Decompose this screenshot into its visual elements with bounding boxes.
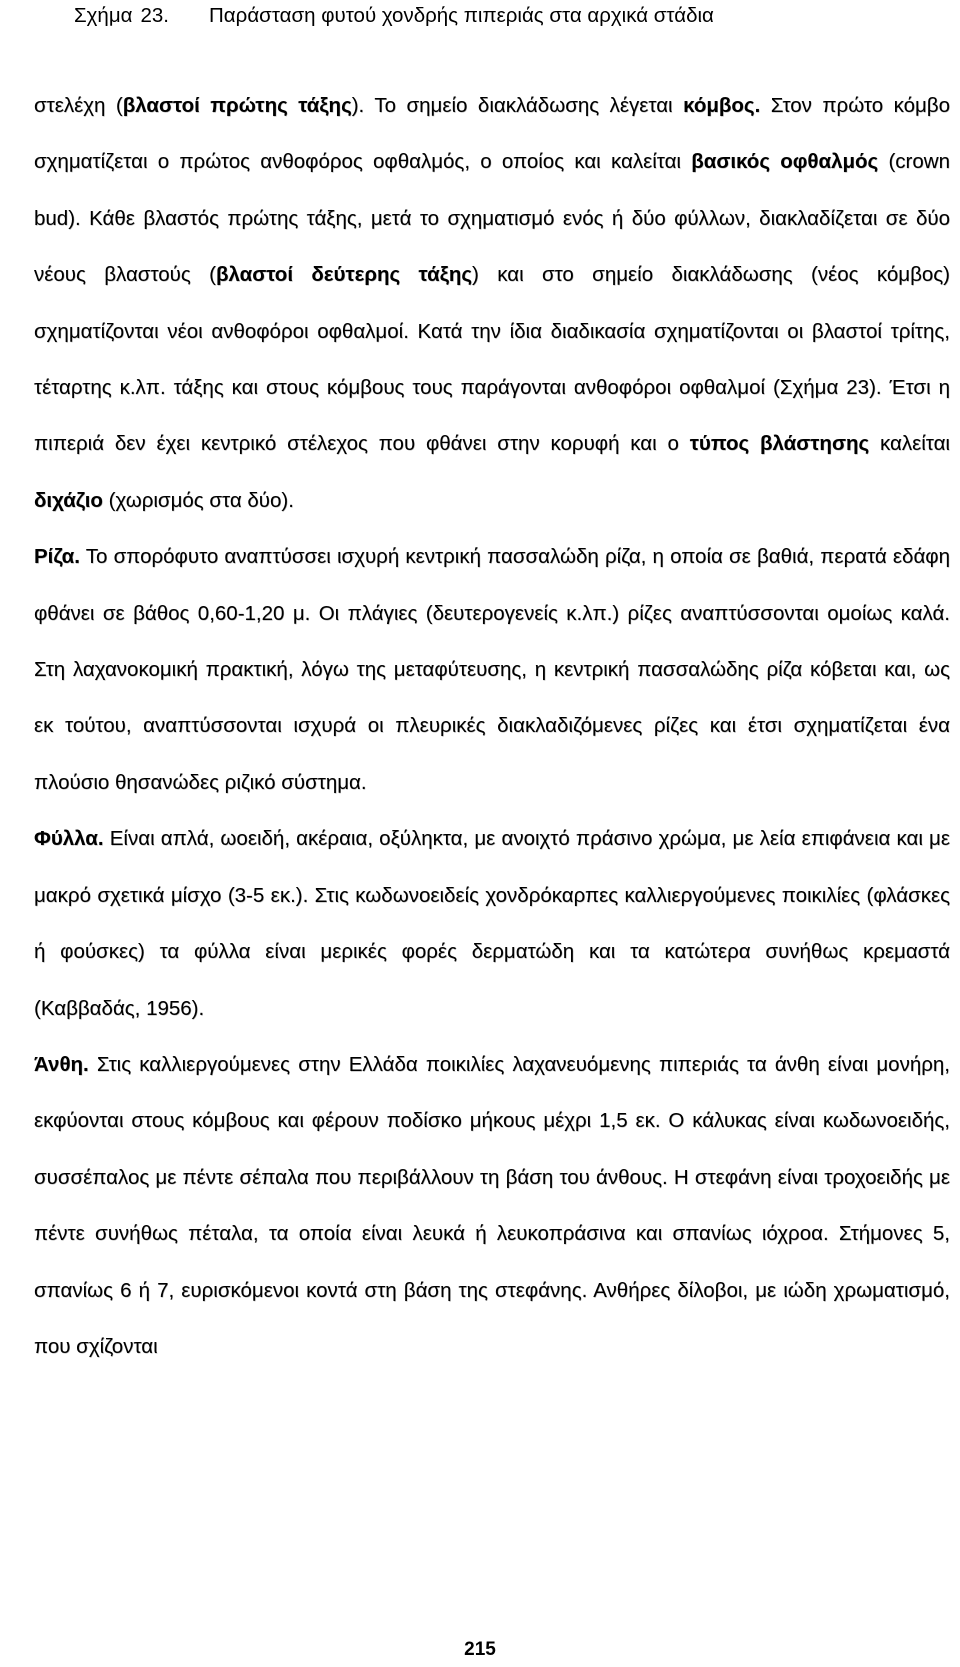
text-run: στελέχη ( [34, 94, 123, 117]
paragraph-flowers [34, 1037, 950, 1375]
figure-number: 23. [140, 4, 169, 27]
figure-caption-text: Παράσταση φυτού χονδρής πιπεριάς στα αρχικά στάδια [209, 4, 714, 27]
paragraph-leaves [34, 811, 950, 1037]
page-number: 215 [464, 1639, 496, 1660]
text-run: ) και στο σημείο διακλάδωσης (νέος κόμβος) σχηματίζονται νέοι ανθοφόροι οφθαλμοί. Κατά την ίδια διαδικασία σχηματίζονται οι βλαστοί τρίτης, τέταρτης κ.λπ. τάξης και στους κόμβους τους παράγονται ανθοφόροι οφθαλμοί (Σχήμα 23). Έτσι η πιπεριά δεν έχει κεντρικό στέλεχος που φθάνει στην κορυφή και ο [34, 263, 950, 456]
bold-term: βλαστοί πρώτης τάξης [122, 94, 352, 117]
bold-term: τύπος βλάστησης [689, 432, 870, 456]
bold-term: βλαστοί δεύτερης τάξης [215, 263, 473, 287]
section-heading: Άνθη. [34, 1052, 89, 1076]
section-heading: Ρίζα. [34, 545, 80, 569]
body-text [34, 78, 950, 1375]
text-run: Στις καλλιεργούμενες στην Ελλάδα ποικιλίες λαχανευόμενης πιπεριάς τα άνθη είναι μονήρη, εκφύονται στους κόμβους και φέρουν ποδίσκο μήκους μέχρι 1,5 εκ. Ο κάλυκας είναι κωδωνοειδής, συσσέπαλος με πέντε σέπαλα που περιβάλλουν τη βάση του άνθους. Η στεφάνη είναι τροχοειδής με πέντε συνήθως πέταλα, τα οποία είναι λευκά ή λευκοπράσινα και σπανίως ιόχροα. Στήμονες 5, σπανίως 6 ή 7, ευρισκόμενοι κοντά στη βάση της στεφάνης. Ανθήρες δίλοβοι, με ιώδη χρωματισμό, που σχίζονται [34, 1052, 950, 1358]
text-run: Είναι απλά, ωοειδή, ακέραια, οξύληκτα, με ανοιχτό πράσινο χρώμα, με λεία επιφάνεια και με μακρό σχετικά μίσχο (3-5 εκ.). Στις κωδωνοειδείς χονδρόκαρπες καλλιεργούμενες ποικιλίες (φλάσκες ή φούσκες) τα φύλλα είναι μερικές φορές δερματώδη και τα κατώτερα συνήθως κρεμαστά (Καββαδάς, 1956). [34, 827, 950, 1020]
text-run: Το σπορόφυτο αναπτύσσει ισχυρή κεντρική πασσαλώδη ρίζα, η οποία σε βαθιά, περατά εδάφη φθάνει σε βάθος 0,60-1,20 μ. Οι πλάγιες (δευτερογενείς κ.λπ.) ρίζες αναπτύσσονται ομοίως καλά. Στη λαχανοκομική πρακτική, λόγω της μεταφύτευσης, η κεντρική πασσαλώδης ρίζα κόβεται και, ως εκ τούτου, αναπτύσσονται ισχυρά οι πλευρικές διακλαδιζόμενες ρίζες και έτσι σχηματίζεται ένα πλούσιο θησανώδες ριζικό σύστημα. [34, 545, 950, 794]
text-run: Στον πρώτο κόμβο σχηματίζεται ο πρώτος ανθοφόρος οφθαλμός, ο οποίος και καλείται [34, 94, 950, 174]
text-run: (crown bud). Κάθε βλαστός πρώτης τάξης, μετά το σχηματισμό ενός ή δύο φύλλων, διακλαδίζεται σε δύο νέους βλαστούς ( [34, 150, 950, 287]
section-heading: Φύλλα. [34, 827, 104, 851]
text-run: καλείται [869, 432, 950, 456]
bold-term: διχάζιο [34, 488, 103, 512]
paragraph-stem [34, 78, 950, 529]
bold-term: βασικός οφθαλμός [691, 150, 879, 174]
text-run: (χωρισμός στα δύο). [102, 488, 294, 512]
figure-label: Σχήμα [74, 4, 133, 27]
bold-term: κόμβος. [683, 94, 761, 117]
paragraph-root [34, 529, 950, 811]
figure-caption [74, 2, 944, 30]
text-run: ). Το σημείο διακλάδωσης λέγεται [351, 94, 684, 117]
